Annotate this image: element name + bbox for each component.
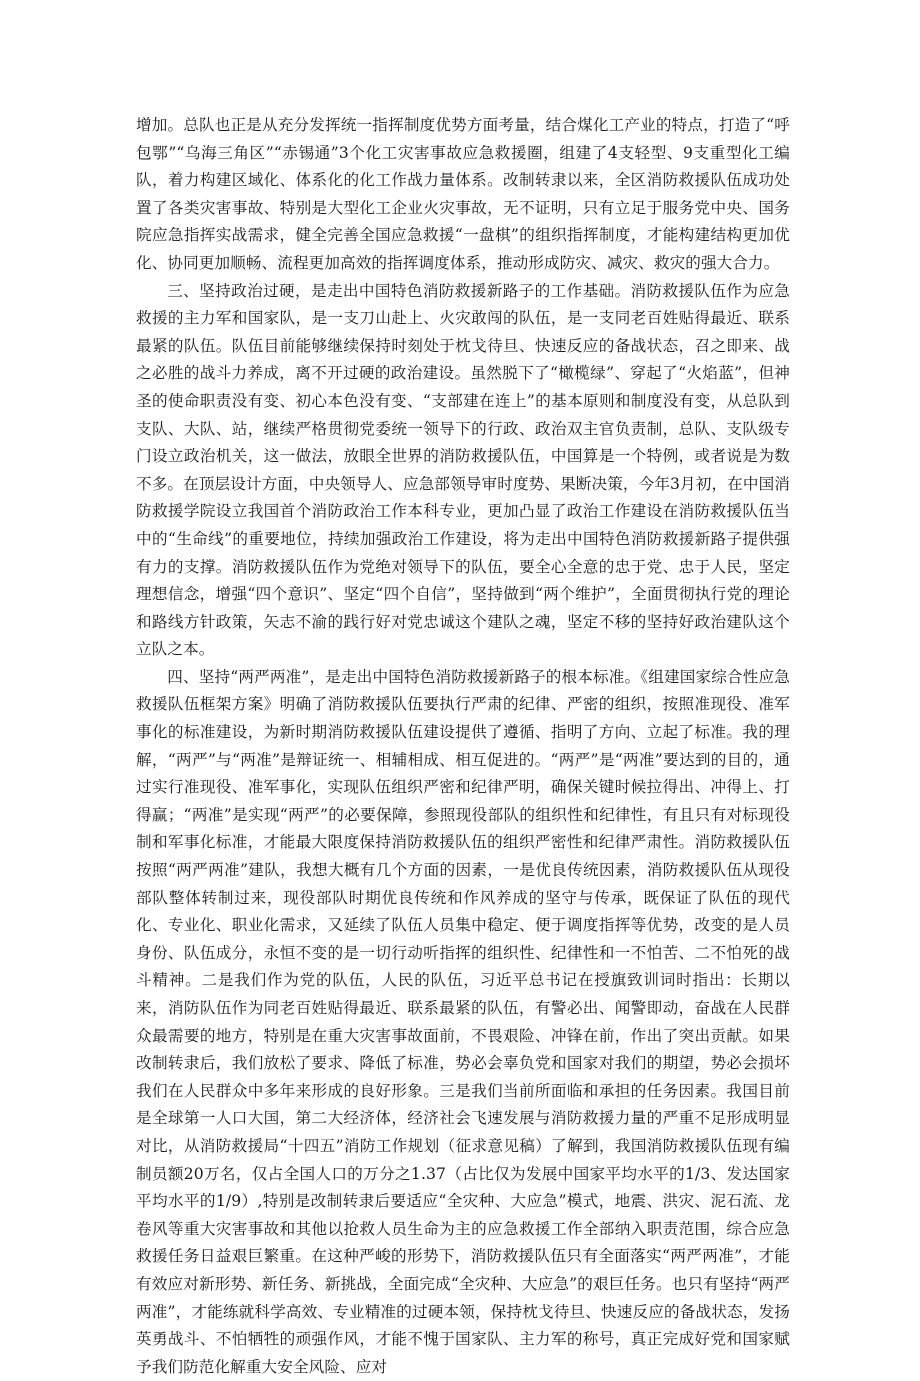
document-body [136, 112, 790, 1381]
paragraph-two-strict-two-standard: 四、坚持“两严两准”，是走出中国特色消防救援新路子的根本标准。《组建国家综合性应急救援队伍框架方案》明确了消防救援队伍要执行严肃的纪律、严密的组织，按照准现役、准军事化的标准建设，为新时期消防救援队伍建设提供了遵循、指明了方向、立起了标准。我的理解，“两严”与“两准”是辩证统一、相辅相成、相互促进的。“两严”是“两准”要达到的目的，通过实行准现役、准军事化，实现队伍组织严密和纪律严明，确保关键时候拉得出、冲得上、打得赢；“两准”是实现“两严”的必要保障，参照现役部队的组织性和纪律性，有且只有对标现役制和军事化标准，才能最大限度保持消防救援队伍的组织严密性和纪律严肃性。消防救援队伍按照“两严两准”建队，我想大概有几个方面的因素，一是优良传统因素，消防救援队伍从现役部队整体转制过来，现役部队时期优良传统和作风养成的坚守与传承，既保证了队伍的现代化、专业化、职业化需求，又延续了队伍人员集中稳定、便于调度指挥等优势，改变的是人员身份、队伍成分，永恒不变的是一切行动听指挥的组织性、纪律性和一不怕苦、二不怕死的战斗精神。二是我们作为党的队伍，人民的队伍，习近平总书记在授旗致训词时指出：长期以来，消防队伍作为同老百姓贴得最近、联系最紧的队伍，有警必出、闻警即动，奋战在人民群众最需要的地方，特别是在重大灾害事故面前，不畏艰险、冲锋在前，作出了突出贡献。如果改制转隶后，我们放松了要求、降低了标准，势必会辜负党和国家对我们的期望，势必会损坏我们在人民群众中多年来形成的良好形象。三是我们当前所面临和承担的任务因素。我国目前是全球第一人口大国，第二大经济体，经济社会飞速发展与消防救援力量的严重不足形成明显对比，从消防救援局“十四五”消防工作规划（征求意见稿）了解到，我国消防救援队伍现有编制员额20万名，仅占全国人口的万分之1.37（占比仅为发展中国家平均水平的1/3、发达国家平均水平的1/9）,特别是改制转隶后要适应“全灾种、大应急”模式，地震、洪灾、泥石流、龙卷风等重大灾害事故和其他以抢救人员生命为主的应急救援工作全部纳入职责范围，综合应急救援任务日益艰巨繁重。在这种严峻的形势下，消防救援队伍只有全面落实“两严两准”，才能有效应对新形势、新任务、新挑战，全面完成“全灾种、大应急”的艰巨任务。也只有坚持“两严两准”，才能练就科学高效、专业精准的过硬本领，保持枕戈待旦、快速反应的备战状态，发扬英勇战斗、不怕牺牲的顽强作风，才能不愧于国家队、主力军的称号，真正完成好党和国家赋予我们防范化解重大安全风险、应对 [136, 667, 790, 1376]
paragraph-continuation: 增加。总队也正是从充分发挥统一指挥制度优势方面考量，结合煤化工产业的特点，打造了“呼包鄂”“乌海三角区”“赤锡通”3个化工灾害事故应急救援圈，组建了4支轻型、9支重型化工编队，着力构建区域化、体系化的化工作战力量体系。改制转隶以来，全区消防救援队伍成功处置了各类灾害事故、特别是大型化工企业火灾事故，无不证明，只有立足于服务党中央、国务院应急指挥实战需求，健全完善全国应急救援“一盘棋”的组织指挥制度，才能构建结构更加优化、协同更加顺畅、流程更加高效的指挥调度体系，推动形成防灾、减灾、救灾的强大合力。 [136, 116, 790, 272]
paragraph-political-loyalty: 三、坚持政治过硬，是走出中国特色消防救援新路子的工作基础。消防救援队伍作为应急救援的主力军和国家队，是一支刀山赴上、火灾敢闯的队伍，是一支同老百姓贴得最近、联系最紧的队伍。队伍目前能够继续保持时刻处于枕戈待旦、快速反应的备战状态，召之即来、战之必胜的战斗力养成，离不开过硬的政治建设。虽然脱下了“橄榄绿”、穿起了“火焰蓝”，但神圣的使命职责没有变、初心本色没有变、“支部建在连上”的基本原则和制度没有变，从总队到支队、大队、站，继续严格贯彻党委统一领导下的行政、政治双主官负责制，总队、支队级专门设立政治机关，这一做法，放眼全世界的消防救援队伍，中国算是一个特例，或者说是为数不多。在顶层设计方面，中央领导人、应急部领导审时度势、果断决策，今年3月初，在中国消防救援学院设立我国首个消防政治工作本科专业，更加凸显了政治工作建设在消防救援队伍当中的“生命线”的重要地位，持续加强政治工作建设，将为走出中国特色消防救援新路子提供强有力的支撑。消防救援队伍作为党绝对领导下的队伍，要全心全意的忠于党、忠于人民，坚定理想信念，增强“四个意识”、坚定“四个自信”，坚持做到“两个维护”，全面贯彻执行党的理论和路线方针政策，矢志不渝的践行好对党忠诚这个建队之魂，坚定不移的坚持好政治建队这个立队之本。 [136, 281, 790, 659]
